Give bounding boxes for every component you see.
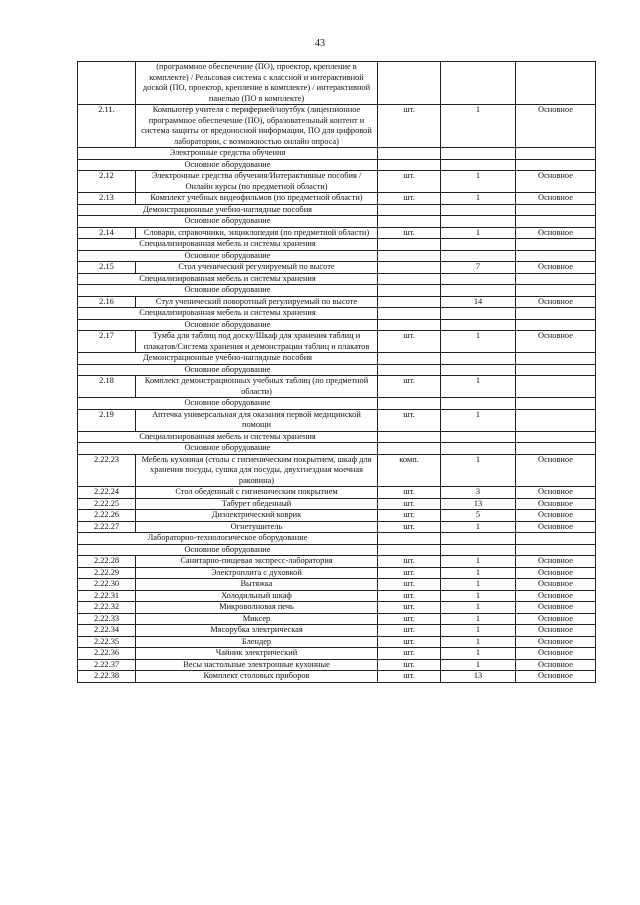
empty-cell <box>378 364 441 376</box>
row-kind-cell: Основное <box>516 296 596 308</box>
row-unit-cell: шт. <box>378 510 441 522</box>
table-row <box>78 602 596 614</box>
row-number-cell: 2.13 <box>78 193 136 205</box>
empty-cell <box>378 273 441 285</box>
row-quantity-cell: 1 <box>441 193 516 205</box>
table-body <box>78 62 596 683</box>
row-kind-cell: Основное <box>516 105 596 148</box>
row-number-cell: 2.22.29 <box>78 567 136 579</box>
row-quantity-cell: 1 <box>441 331 516 353</box>
subsection-label: Основное оборудование <box>78 443 378 455</box>
row-name-cell: Микроволновая печь <box>136 602 378 614</box>
row-kind-cell: Основное <box>516 613 596 625</box>
row-number-cell: 2.22.38 <box>78 671 136 683</box>
row-number-cell: 2.14 <box>78 227 136 239</box>
row-quantity-cell: 3 <box>441 487 516 499</box>
row-quantity-cell: 1 <box>441 521 516 533</box>
row-unit-cell: шт. <box>378 409 441 431</box>
row-number-cell: 2.22.34 <box>78 625 136 637</box>
subsection-header-row <box>78 544 596 556</box>
subsection-header-row <box>78 250 596 262</box>
table-row <box>78 510 596 522</box>
empty-cell <box>516 443 596 455</box>
subsection-header-row <box>78 319 596 331</box>
empty-cell <box>441 148 516 160</box>
table-row <box>78 296 596 308</box>
empty-cell <box>516 239 596 251</box>
empty-cell <box>441 285 516 297</box>
table-row <box>78 567 596 579</box>
row-number-cell: 2.22.26 <box>78 510 136 522</box>
empty-cell <box>441 308 516 320</box>
row-unit-cell: шт. <box>378 171 441 193</box>
subsection-label: Основное оборудование <box>78 319 378 331</box>
section-header-row <box>78 308 596 320</box>
empty-cell <box>516 308 596 320</box>
section-label: Специализированная мебель и системы хранения <box>78 431 378 443</box>
empty-cell <box>441 273 516 285</box>
section-header-row <box>78 273 596 285</box>
table-row <box>78 227 596 239</box>
row-number-cell: 2.16 <box>78 296 136 308</box>
row-name-cell: Стул ученический поворотный регулируемый по высоте <box>136 296 378 308</box>
empty-cell <box>378 431 441 443</box>
row-name-cell: (программное обеспечение (ПО), проектор, крепление в комплекте) / Рельсовая система с классной и интерактивной доской (ПО, проектор, крепление в комплекте) / интерактивной панелью (ПО в комплекте) <box>136 62 378 105</box>
row-kind-cell: Основное <box>516 454 596 487</box>
row-unit-cell: шт. <box>378 671 441 683</box>
empty-cell <box>516 204 596 216</box>
row-unit-cell: шт. <box>378 521 441 533</box>
empty-cell <box>516 148 596 160</box>
row-unit-cell <box>378 62 441 105</box>
empty-cell <box>441 319 516 331</box>
table-row <box>78 659 596 671</box>
row-name-cell: Стол ученический регулируемый по высоте <box>136 262 378 274</box>
row-number-cell: 2.22.33 <box>78 613 136 625</box>
row-name-cell: Словари, справочники, энциклопедия (по предметной области) <box>136 227 378 239</box>
subsection-header-row <box>78 443 596 455</box>
row-quantity-cell: 14 <box>441 296 516 308</box>
section-label: Демонстрационные учебно-наглядные пособия <box>78 204 378 216</box>
subsection-header-row <box>78 285 596 297</box>
empty-cell <box>516 364 596 376</box>
section-label: Специализированная мебель и системы хранения <box>78 273 378 285</box>
row-number-cell: 2.22.28 <box>78 556 136 568</box>
table-row <box>78 171 596 193</box>
row-name-cell: Компьютер учителя с периферией/ноутбук (лицензионное программное обеспечение (ПО), образовательный контент и система защиты от вредоносной информации, ПО для цифровой лаборатории, с возможностью онлайн опроса) <box>136 105 378 148</box>
row-quantity-cell: 1 <box>441 227 516 239</box>
row-name-cell: Огнетушитель <box>136 521 378 533</box>
empty-cell <box>378 250 441 262</box>
row-number-cell: 2.22.32 <box>78 602 136 614</box>
empty-cell <box>378 319 441 331</box>
row-quantity-cell: 1 <box>441 636 516 648</box>
row-unit-cell: шт. <box>378 556 441 568</box>
empty-cell <box>441 364 516 376</box>
row-quantity-cell: 1 <box>441 567 516 579</box>
table-row <box>78 625 596 637</box>
empty-cell <box>378 544 441 556</box>
row-unit-cell: шт. <box>378 659 441 671</box>
empty-cell <box>441 431 516 443</box>
section-header-row <box>78 204 596 216</box>
row-name-cell: Аптечка универсальная для оказания первой медицинской помощи <box>136 409 378 431</box>
empty-cell <box>378 443 441 455</box>
row-kind-cell: Основное <box>516 521 596 533</box>
row-number-cell: 2.22.36 <box>78 648 136 660</box>
row-quantity-cell: 1 <box>441 454 516 487</box>
row-kind-cell: Основное <box>516 567 596 579</box>
empty-cell <box>516 533 596 545</box>
row-quantity-cell: 13 <box>441 498 516 510</box>
row-unit-cell: шт. <box>378 567 441 579</box>
empty-cell <box>378 308 441 320</box>
row-unit-cell: шт. <box>378 105 441 148</box>
row-number-cell: 2.18 <box>78 376 136 398</box>
table-row <box>78 331 596 353</box>
row-kind-cell: Основное <box>516 579 596 591</box>
row-unit-cell: шт. <box>378 613 441 625</box>
subsection-header-row <box>78 159 596 171</box>
table-row <box>78 590 596 602</box>
row-kind-cell: Основное <box>516 487 596 499</box>
row-unit-cell: шт. <box>378 636 441 648</box>
empty-cell <box>516 216 596 228</box>
row-kind-cell: Основное <box>516 510 596 522</box>
empty-cell <box>441 544 516 556</box>
section-header-row <box>78 431 596 443</box>
section-label: Электронные средства обучения <box>78 148 378 160</box>
empty-cell <box>516 285 596 297</box>
subsection-label: Основное оборудование <box>78 216 378 228</box>
row-number-cell: 2.22.27 <box>78 521 136 533</box>
table-row <box>78 409 596 431</box>
empty-cell <box>378 216 441 228</box>
row-name-cell: Мясорубка электрическая <box>136 625 378 637</box>
table-row <box>78 454 596 487</box>
row-name-cell: Холодильный шкаф <box>136 590 378 602</box>
empty-cell <box>441 353 516 365</box>
empty-cell <box>378 533 441 545</box>
empty-cell <box>516 319 596 331</box>
empty-cell <box>441 398 516 410</box>
row-kind-cell: Основное <box>516 331 596 353</box>
subsection-header-row <box>78 398 596 410</box>
table-row <box>78 521 596 533</box>
section-header-row <box>78 533 596 545</box>
row-name-cell: Электронные средства обучения/Интерактивные пособия / Онлайн курсы (по предметной области) <box>136 171 378 193</box>
row-quantity-cell <box>441 62 516 105</box>
row-name-cell: Весы настольные электронные кухонные <box>136 659 378 671</box>
row-kind-cell: Основное <box>516 227 596 239</box>
table-row <box>78 671 596 683</box>
empty-cell <box>378 204 441 216</box>
row-number-cell: 2.19 <box>78 409 136 431</box>
row-quantity-cell: 5 <box>441 510 516 522</box>
row-name-cell: Электроплита с духовкой <box>136 567 378 579</box>
row-name-cell: Чайник электрический <box>136 648 378 660</box>
row-kind-cell: Основное <box>516 659 596 671</box>
row-name-cell: Вытяжка <box>136 579 378 591</box>
row-quantity-cell: 1 <box>441 613 516 625</box>
row-number-cell: 2.22.23 <box>78 454 136 487</box>
row-number-cell: 2.22.25 <box>78 498 136 510</box>
table-row <box>78 648 596 660</box>
row-name-cell: Комплект столовых приборов <box>136 671 378 683</box>
empty-cell <box>378 398 441 410</box>
row-unit-cell: шт. <box>378 602 441 614</box>
row-name-cell: Комплект демонстрационных учебных таблиц (по предметной области) <box>136 376 378 398</box>
row-number-cell: 2.11. <box>78 105 136 148</box>
empty-cell <box>516 159 596 171</box>
table-row <box>78 62 596 105</box>
row-unit-cell: шт. <box>378 648 441 660</box>
row-kind-cell: Основное <box>516 590 596 602</box>
subsection-label: Основное оборудование <box>78 364 378 376</box>
row-unit-cell: шт. <box>378 376 441 398</box>
subsection-label: Основное оборудование <box>78 159 378 171</box>
row-number-cell: 2.22.35 <box>78 636 136 648</box>
row-number-cell: 2.22.31 <box>78 590 136 602</box>
row-quantity-cell: 7 <box>441 262 516 274</box>
row-name-cell: Блендер <box>136 636 378 648</box>
row-number-cell: 2.22.24 <box>78 487 136 499</box>
row-name-cell: Санитарно-пищевая экспресс-лаборатория <box>136 556 378 568</box>
row-quantity-cell: 1 <box>441 556 516 568</box>
page-number: 43 <box>315 38 325 49</box>
table-row <box>78 105 596 148</box>
row-quantity-cell: 1 <box>441 659 516 671</box>
row-unit-cell: шт. <box>378 193 441 205</box>
empty-cell <box>441 204 516 216</box>
empty-cell <box>441 533 516 545</box>
table-row <box>78 498 596 510</box>
section-label: Лабораторно-технологическое оборудование <box>78 533 378 545</box>
empty-cell <box>378 239 441 251</box>
row-kind-cell: Основное <box>516 671 596 683</box>
row-name-cell: Миксер <box>136 613 378 625</box>
row-unit-cell: шт. <box>378 331 441 353</box>
empty-cell <box>378 285 441 297</box>
section-header-row <box>78 353 596 365</box>
row-unit-cell: шт. <box>378 625 441 637</box>
row-name-cell: Комплект учебных видеофильмов (по предметной области) <box>136 193 378 205</box>
empty-cell <box>516 398 596 410</box>
row-quantity-cell: 13 <box>441 671 516 683</box>
row-name-cell: Мебель кухонная (столы с гигиеническим покрытием, шкаф для хранения посуды, сушка для посуды, двухгнездная моечная раковина) <box>136 454 378 487</box>
section-header-row <box>78 148 596 160</box>
empty-cell <box>441 239 516 251</box>
row-kind-cell: Основное <box>516 193 596 205</box>
row-number-cell: 2.12 <box>78 171 136 193</box>
row-quantity-cell: 1 <box>441 579 516 591</box>
row-unit-cell: шт. <box>378 487 441 499</box>
row-unit-cell <box>378 262 441 274</box>
row-kind-cell: Основное <box>516 498 596 510</box>
subsection-label: Основное оборудование <box>78 285 378 297</box>
empty-cell <box>378 148 441 160</box>
row-kind-cell: Основное <box>516 625 596 637</box>
equipment-table <box>77 61 596 683</box>
empty-cell <box>516 273 596 285</box>
table-row <box>78 376 596 398</box>
row-quantity-cell: 1 <box>441 105 516 148</box>
row-number-cell <box>78 62 136 105</box>
section-label: Специализированная мебель и системы хранения <box>78 308 378 320</box>
section-label: Демонстрационные учебно-наглядные пособия <box>78 353 378 365</box>
row-quantity-cell: 1 <box>441 602 516 614</box>
table-row <box>78 636 596 648</box>
row-kind-cell <box>516 62 596 105</box>
table-row <box>78 556 596 568</box>
empty-cell <box>441 159 516 171</box>
empty-cell <box>516 431 596 443</box>
empty-cell <box>441 443 516 455</box>
empty-cell <box>516 544 596 556</box>
row-quantity-cell: 1 <box>441 171 516 193</box>
row-quantity-cell: 1 <box>441 376 516 398</box>
row-kind-cell <box>516 376 596 398</box>
subsection-header-row <box>78 216 596 228</box>
row-unit-cell <box>378 296 441 308</box>
empty-cell <box>516 250 596 262</box>
row-unit-cell: шт. <box>378 227 441 239</box>
table-row <box>78 262 596 274</box>
row-unit-cell: шт. <box>378 590 441 602</box>
empty-cell <box>378 159 441 171</box>
row-quantity-cell: 1 <box>441 590 516 602</box>
row-kind-cell: Основное <box>516 636 596 648</box>
row-name-cell: Стол обеденный с гигиеническим покрытием <box>136 487 378 499</box>
table-row <box>78 613 596 625</box>
table-row <box>78 193 596 205</box>
row-kind-cell: Основное <box>516 171 596 193</box>
empty-cell <box>378 353 441 365</box>
table-row <box>78 487 596 499</box>
row-name-cell: Диэлектрический коврик <box>136 510 378 522</box>
empty-cell <box>441 216 516 228</box>
row-quantity-cell: 1 <box>441 648 516 660</box>
section-header-row <box>78 239 596 251</box>
section-label: Специализированная мебель и системы хранения <box>78 239 378 251</box>
row-kind-cell: Основное <box>516 556 596 568</box>
row-kind-cell: Основное <box>516 602 596 614</box>
subsection-header-row <box>78 364 596 376</box>
table-row <box>78 579 596 591</box>
subsection-label: Основное оборудование <box>78 250 378 262</box>
row-quantity-cell: 1 <box>441 409 516 431</box>
empty-cell <box>516 353 596 365</box>
subsection-label: Основное оборудование <box>78 544 378 556</box>
row-name-cell: Тумба для таблиц под доску/Шкаф для хранения таблиц и плакатов/Система хранения и демонстрации таблиц и плакатов <box>136 331 378 353</box>
row-kind-cell: Основное <box>516 648 596 660</box>
row-quantity-cell: 1 <box>441 625 516 637</box>
row-unit-cell: шт. <box>378 579 441 591</box>
row-unit-cell: шт. <box>378 498 441 510</box>
subsection-label: Основное оборудование <box>78 398 378 410</box>
empty-cell <box>441 250 516 262</box>
row-number-cell: 2.22.30 <box>78 579 136 591</box>
row-kind-cell <box>516 409 596 431</box>
row-number-cell: 2.17 <box>78 331 136 353</box>
row-kind-cell: Основное <box>516 262 596 274</box>
row-number-cell: 2.15 <box>78 262 136 274</box>
row-number-cell: 2.22.37 <box>78 659 136 671</box>
row-name-cell: Табурет обеденный <box>136 498 378 510</box>
row-unit-cell: комп. <box>378 454 441 487</box>
